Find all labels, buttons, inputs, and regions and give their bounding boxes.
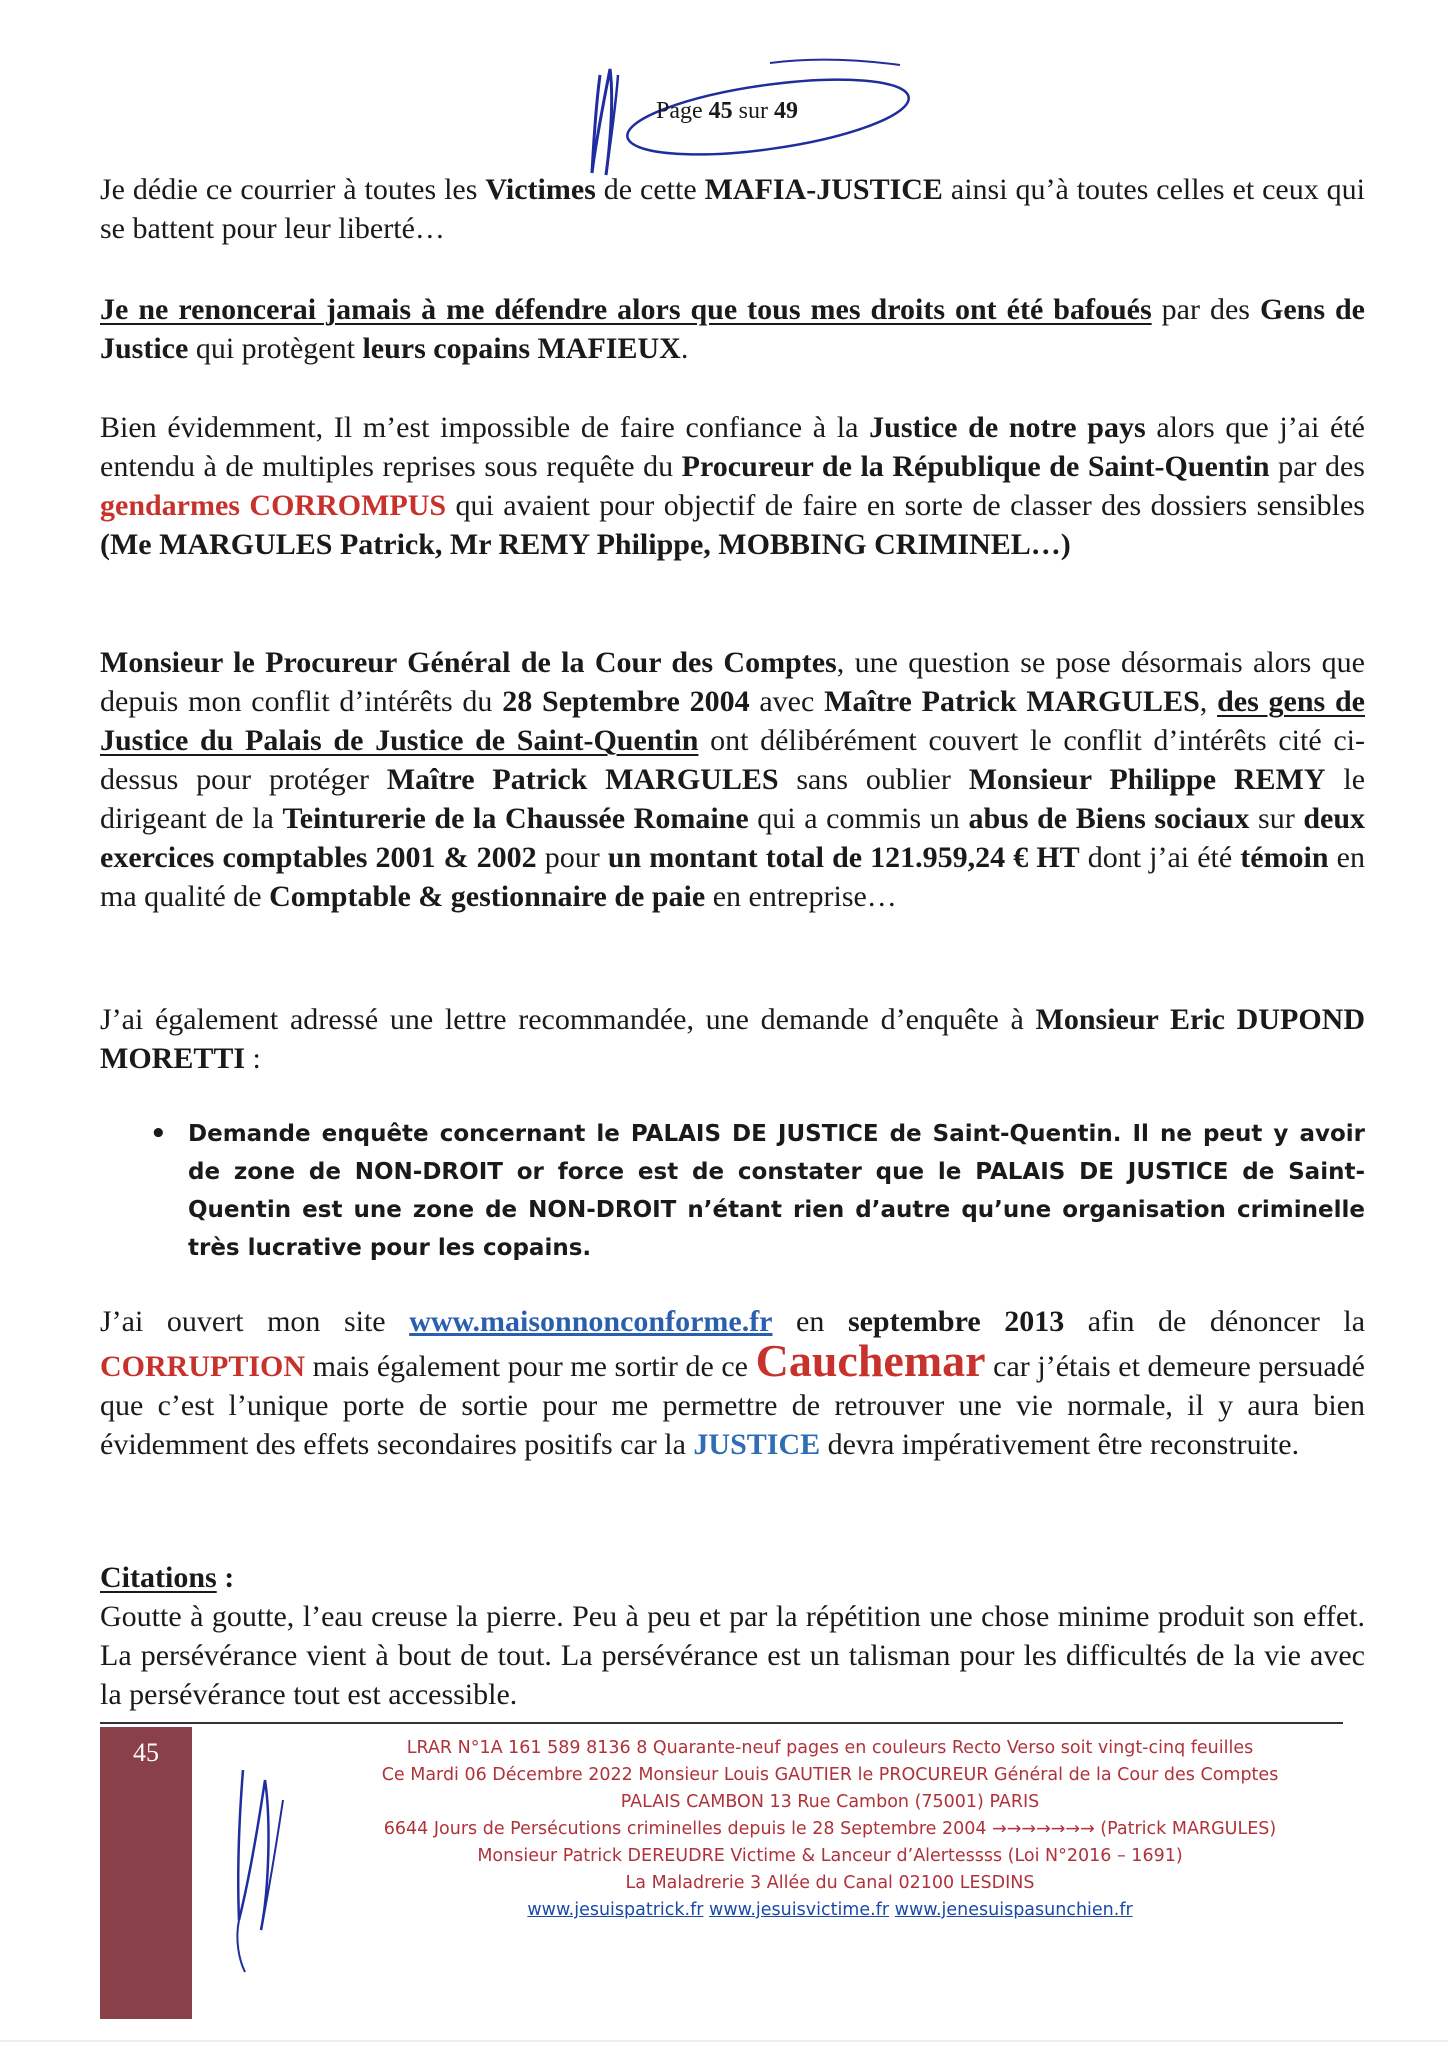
scan-edge [0,2040,1448,2042]
footer-link-jesuisvictime[interactable]: www.jesuisvictime.fr [709,1900,890,1920]
footer-line-home: La Maladrerie 3 Allée du Canal 02100 LESDINS [625,1873,1035,1893]
paragraph-procureur: Monsieur le Procureur Général de la Cour des Comptes, une question se pose désormais alors que depuis mon conflit d’intérêts du 28 Septembre 2004 avec Maître Patrick MARGULES, des gens de Justice du Palais de Justice de Saint-Quentin ont délibérément couvert le conflit d’intérêts cité ci-dessus pour protéger Maître Patrick MARGULES sans oublier Monsieur Philippe REMY le dirigeant de la Teinturerie de la Chaussée Romaine qui a commis un abus de Biens sociaux sur deux exercices comptables 2001 & 2002 pour un montant total de 121.959,24 € HT dont j’ai été témoin en ma qualité de Comptable & gestionnaire de paie en entreprise… [100,646,1366,913]
citations-heading: Citations : [100,1561,235,1594]
footer-rule [100,1722,1343,1724]
paragraph-justice-trust: Bien évidemment, Il m’est impossible de faire confiance à la Justice de notre pays alors que j’ai été entendu à de multiples reprises sous requête du Procureur de la République de Saint-Quentin par des gendarmes CORROMPUS qui avaient pour objectif de faire en sorte de classer des dossiers sensibles (Me MARGULES Patrick, Mr REMY Philippe, MOBBING CRIMINEL…) [100,411,1365,561]
footer-line-date: Ce Mardi 06 Décembre 2022 Monsieur Louis GAUTIER le PROCUREUR Général de la Cour des Comptes [381,1765,1279,1785]
bullet-list [150,1115,1365,1267]
footer-line-author: Monsieur Patrick DEREUDRE Victime & Lanceur d’Alertessss (Loi N°2016 – 1691) [477,1846,1183,1866]
footer-text [300,1735,1360,1924]
page-label: Page [656,98,703,124]
page-current: 45 [708,98,733,124]
footer-link-jesuispatrick[interactable]: www.jesuispatrick.fr [527,1900,704,1920]
page-sep: sur [738,98,768,124]
footer-page-number: 45 [133,1738,159,1767]
footer-line-lrar: LRAR N°1A 161 589 8136 8 Quarante-neuf pages en couleurs Recto Verso soit vingt-cinq feuilles [406,1738,1254,1758]
paragraph-site: J’ai ouvert mon site www.maisonnonconforme.fr en septembre 2013 afin de dénoncer la CORRUPTION mais également pour me sortir de ce Cauchemar car j’étais et demeure persuadé que c’est l’unique porte de sortie pour me permettre de retrouver une vie normale, il y aura bien évidemment des effets secondaires positifs car la JUSTICE devra impérativement être reconstruite. [100,1305,1366,1461]
page-header [656,98,798,125]
citations-text: Goutte à goutte, l’eau creuse la pierre. Peu à peu et par la répétition une chose minime produit son effet. La persévérance vient à bout de tout. La persévérance est un talisman pour les difficultés de la vie avec la persévérance tout est accessible. [100,1600,1365,1711]
bullet-item: • Demande enquête concernant le PALAIS DE JUSTICE de Saint-Quentin. Il ne peut y avoir de zone de NON-DROIT or force est de constater que le PALAIS DE JUSTICE de Saint-Quentin est une zone de NON-DROIT n’étant rien d’autre qu’une organisation criminelle très lucrative pour les copains. [150,1115,1365,1267]
footer-line-persecutions: 6644 Jours de Persécutions criminelles depuis le 28 Septembre 2004 →→→→→→→ (Patrick MARGULES) [383,1819,1277,1839]
footer-link-jenesuispasunchien[interactable]: www.jenesuispasunchien.fr [894,1900,1133,1920]
paragraph-dedication: Je dédie ce courrier à toutes les Victimes de cette MAFIA-JUSTICE ainsi qu’à toutes celles et ceux qui se battent pour leur liberté… [100,173,1365,245]
paragraph-refusal: Je ne renoncerai jamais à me défendre alors que tous mes droits ont été bafoués par des Gens de Justice qui protègent leurs copains MAFIEUX. [100,293,1366,365]
footer-links [300,1897,1360,1924]
site-link[interactable]: www.maisonnonconforme.fr [409,1305,773,1338]
page-total: 49 [774,98,798,124]
paragraph-lettre: J’ai également adressé une lettre recommandée, une demande d’enquête à Monsieur Eric DUPOND MORETTI : [100,1003,1365,1075]
handwritten-signature-footer [225,1760,295,1980]
footer-color-block [100,1727,192,2019]
footer-line-address: PALAIS CAMBON 13 Rue Cambon (75001) PARIS [620,1792,1040,1812]
